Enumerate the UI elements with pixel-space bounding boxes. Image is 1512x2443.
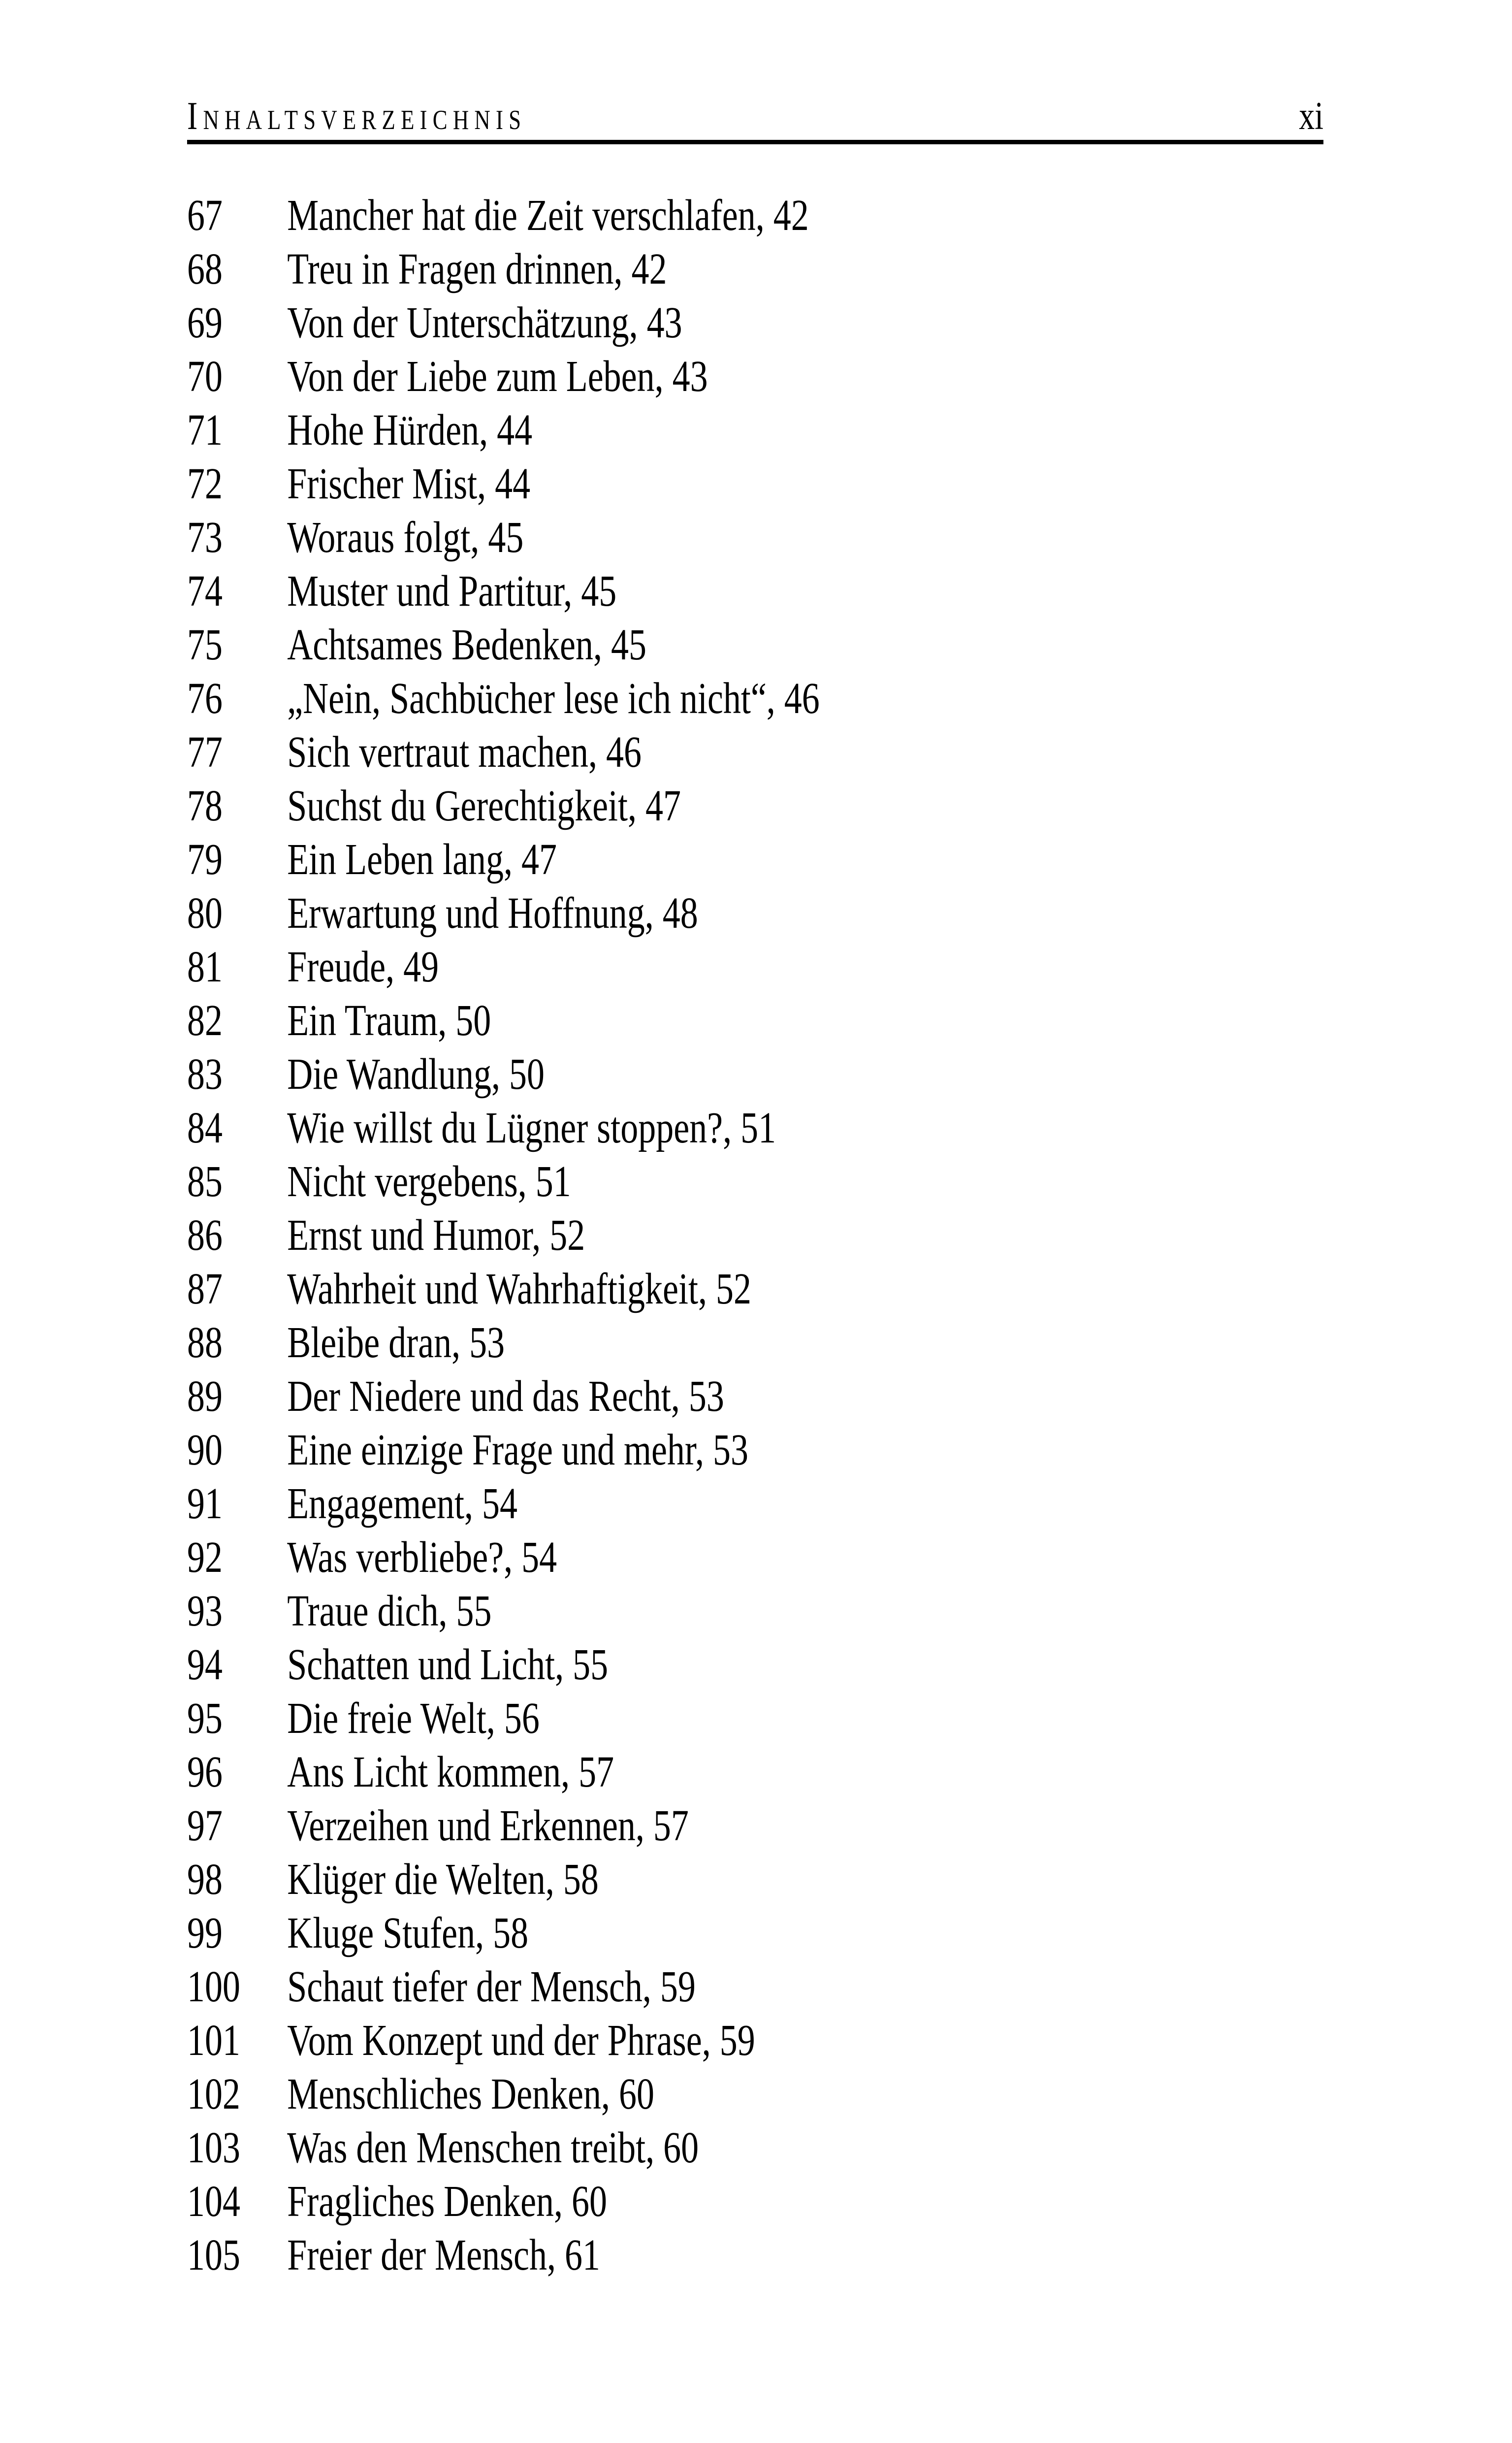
toc-entry [187,2121,1323,2175]
toc-entry [187,1423,1323,1477]
entry-label: Ernst und Humor, 52 [287,1211,585,1260]
entry-number: 99 [187,1909,223,1957]
entry-label: Ein Traum, 50 [287,996,491,1045]
toc-entry [187,994,1323,1047]
toc-entry [187,779,1323,833]
entry-number: 94 [187,1640,223,1689]
entry-number: 72 [187,459,223,508]
entry-number: 100 [187,1962,240,2011]
entry-number: 67 [187,191,223,240]
entry-label: Mancher hat die Zeit verschlafen, 42 [287,191,809,240]
header-rule [187,140,1323,144]
entry-number: 83 [187,1050,223,1099]
toc-entry [187,511,1323,564]
toc-entry [187,1047,1323,1101]
toc-entry [187,1638,1323,1692]
entry-number: 103 [187,2123,240,2172]
entry-number: 93 [187,1587,223,1635]
entry-number: 77 [187,728,223,777]
entry-label: Freier der Mensch, 61 [287,2231,601,2280]
entry-label: Ans Licht kommen, 57 [287,1748,614,1796]
toc-entry [187,242,1323,296]
page-header [187,97,1323,136]
toc-entry [187,189,1323,242]
entry-label: Schaut tiefer der Mensch, 59 [287,1962,696,2011]
entry-number: 105 [187,2231,240,2280]
toc-entry [187,940,1323,994]
toc-entry [187,833,1323,886]
toc-entry [187,1960,1323,2014]
entry-label: Freude, 49 [287,943,439,991]
entry-label: Von der Unterschätzung, 43 [287,298,682,347]
toc-entry [187,1477,1323,1531]
entry-number: 97 [187,1801,223,1850]
toc-entry [187,1799,1323,1853]
entry-number: 81 [187,943,223,991]
entry-number: 75 [187,620,223,669]
entry-label: Die Wandlung, 50 [287,1050,545,1099]
entry-label: Was den Menschen treibt, 60 [287,2123,699,2172]
entry-number: 78 [187,782,223,830]
entry-number: 95 [187,1694,223,1743]
toc-entry [187,1531,1323,1584]
toc-entry [187,564,1323,618]
entry-label: Kluge Stufen, 58 [287,1909,529,1957]
toc-entry [187,725,1323,779]
entry-number: 80 [187,889,223,938]
entry-number: 79 [187,835,223,884]
toc-entry [187,457,1323,511]
entry-label: Von der Liebe zum Leben, 43 [287,352,708,401]
entry-number: 104 [187,2177,240,2226]
entry-label: Eine einzige Frage und mehr, 53 [287,1426,749,1474]
entry-label: Die freie Welt, 56 [287,1694,540,1743]
entry-number: 71 [187,406,223,455]
entry-label: Achtsames Bedenken, 45 [287,620,647,669]
entry-number: 85 [187,1157,223,1206]
entry-label: Schatten und Licht, 55 [287,1640,609,1689]
toc-entry [187,672,1323,725]
entry-label: „Nein, Sachbücher lese ich nicht“, 46 [287,674,820,723]
toc-entry [187,1692,1323,1745]
entry-label: Ein Leben lang, 47 [287,835,557,884]
entry-label: Was verbliebe?, 54 [287,1533,557,1582]
toc-entry [187,2175,1323,2228]
entry-label: Suchst du Gerechtigkeit, 47 [287,782,681,830]
entry-number: 101 [187,2016,240,2065]
entry-number: 84 [187,1104,223,1152]
entry-number: 92 [187,1533,223,1582]
entry-number: 68 [187,245,223,293]
toc-entry [187,1584,1323,1638]
toc-entry [187,2228,1323,2282]
entry-label: Klüger die Welten, 58 [287,1855,599,1904]
entry-number: 98 [187,1855,223,1904]
entry-label: Sich vertraut machen, 46 [287,728,642,777]
toc-entry [187,1853,1323,1906]
toc-entry [187,1316,1323,1369]
entry-number: 91 [187,1479,223,1528]
entry-label: Treu in Fragen drinnen, 42 [287,245,667,293]
toc-entry [187,1155,1323,1208]
entry-label: Hohe Hürden, 44 [287,406,533,455]
toc-entry [187,350,1323,403]
toc-entry [187,618,1323,672]
toc-entry [187,1906,1323,1960]
entry-label: Frischer Mist, 44 [287,459,531,508]
toc-entry [187,1101,1323,1155]
toc-entry [187,2067,1323,2121]
entry-label: Engagement, 54 [287,1479,518,1528]
entry-label: Erwartung und Hoffnung, 48 [287,889,698,938]
entry-number: 90 [187,1426,223,1474]
entry-label: Bleibe dran, 53 [287,1318,505,1367]
entry-number: 73 [187,513,223,562]
entry-label: Traue dich, 55 [287,1587,492,1635]
page-number-roman: xi [1299,95,1323,138]
toc-entry [187,1208,1323,1262]
toc-entry [187,1369,1323,1423]
entry-number: 88 [187,1318,223,1367]
entry-label: Verzeihen und Erkennen, 57 [287,1801,689,1850]
toc-entry [187,403,1323,457]
entry-label: Muster und Partitur, 45 [287,567,617,616]
toc-entry [187,2014,1323,2067]
entry-label: Wie willst du Lügner stoppen?, 51 [287,1104,776,1152]
entry-label: Wahrheit und Wahrhaftigkeit, 52 [287,1265,752,1313]
entry-label: Woraus folgt, 45 [287,513,524,562]
entry-label: Fragliches Denken, 60 [287,2177,608,2226]
toc-entry [187,296,1323,350]
entry-number: 96 [187,1748,223,1796]
entry-number: 74 [187,567,223,616]
entry-label: Der Niedere und das Recht, 53 [287,1372,724,1421]
entry-number: 70 [187,352,223,401]
entry-number: 82 [187,996,223,1045]
entry-number: 87 [187,1265,223,1313]
entry-number: 102 [187,2070,240,2118]
toc-list [187,189,1323,2282]
entry-label: Nicht vergebens, 51 [287,1157,571,1206]
page-title: Inhaltsverzeichnis [187,95,527,138]
toc-entry [187,1745,1323,1799]
entry-number: 89 [187,1372,223,1421]
entry-label: Menschliches Denken, 60 [287,2070,655,2118]
entry-number: 76 [187,674,223,723]
entry-label: Vom Konzept und der Phrase, 59 [287,2016,755,2065]
entry-number: 86 [187,1211,223,1260]
toc-entry [187,1262,1323,1316]
toc-entry [187,886,1323,940]
entry-number: 69 [187,298,223,347]
